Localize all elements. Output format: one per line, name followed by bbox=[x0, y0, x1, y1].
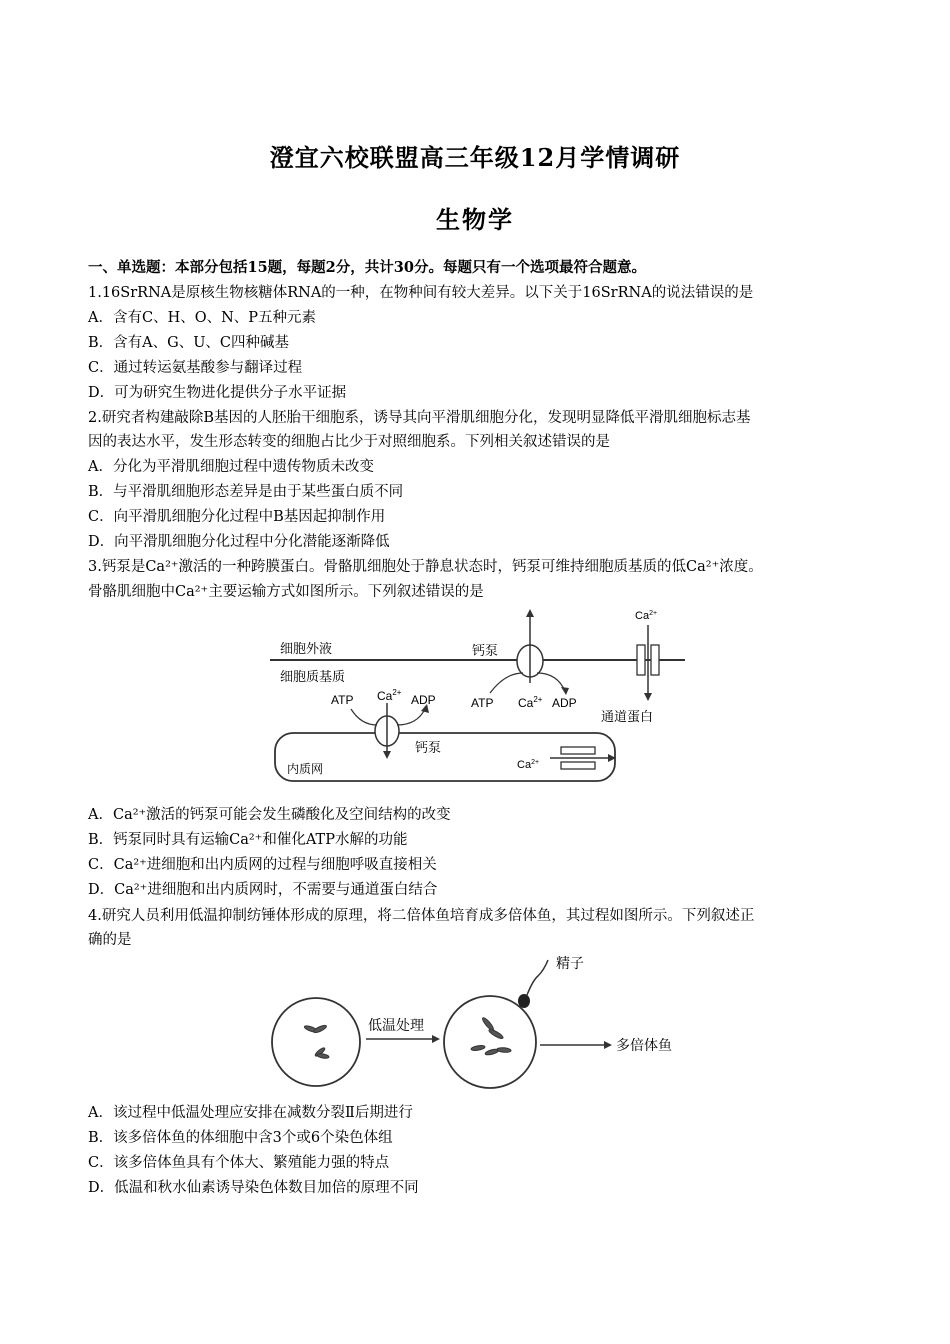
q2-option-a: A．分化为平滑肌细胞过程中遗传物质未改变 bbox=[88, 459, 374, 475]
channel-in-arrowhead bbox=[644, 693, 652, 701]
endoplasmic-reticulum bbox=[275, 733, 615, 781]
er-ca-label: $Ca^{2+}$ bbox=[377, 688, 402, 703]
q4-option-c: C．该多倍体鱼具有个体大、繁殖能力强的特点 bbox=[88, 1155, 390, 1171]
polyploid-fish-diagram bbox=[268, 950, 708, 1095]
er-pump-label: 钙泵 bbox=[415, 740, 442, 755]
exam-title: 澄宜六校联盟高三年级12月学情调研 bbox=[269, 143, 681, 172]
er-channel-top bbox=[561, 747, 595, 754]
q4-option-d: D．低温和秋水仙素诱导染色体数目加倍的原理不同 bbox=[88, 1180, 419, 1196]
membrane-atp-label: ATP bbox=[471, 696, 494, 710]
q1-option-c: C．通过转运氨基酸参与翻译过程 bbox=[88, 360, 303, 376]
extracellular-label: 细胞外液 bbox=[280, 641, 333, 656]
q2-option-d: D．向平滑肌细胞分化过程中分化潜能逐渐降低 bbox=[88, 534, 390, 550]
q2-stem-line1: 2.研究者构建敲除B基因的人胚胎干细胞系，诱导其向平滑肌细胞分化，发现明显降低平滑肌细胞标志基 bbox=[88, 410, 751, 426]
q3-stem-line1: 3.钙泵是Ca²⁺激活的一种跨膜蛋白。骨骼肌细胞处于静息状态时，钙泵可维持细胞质基质的低Ca²⁺浓度。 bbox=[88, 559, 763, 575]
channel-left-wall bbox=[637, 645, 645, 675]
q4-option-a: A．该过程中低温处理应安排在减数分裂Ⅱ后期进行 bbox=[88, 1105, 413, 1121]
section-heading: 一、单选题：本部分包括15题，每题2分，共计30分。每题只有一个选项最符合题意。 bbox=[88, 259, 646, 276]
q3-option-b: B．钙泵同时具有运输Ca²⁺和催化ATP水解的功能 bbox=[88, 832, 408, 848]
q3-stem-line2: 骨骼肌细胞中Ca²⁺主要运输方式如图所示。下列叙述错误的是 bbox=[88, 584, 484, 600]
low-temp-arrowhead bbox=[432, 1035, 440, 1043]
q1-stem: 1.16SrRNA是原核生物核糖体RNA的一种，在物种间有较大差异。以下关于16SrRNA的说法错误的是 bbox=[88, 285, 754, 301]
q2-option-c: C．向平滑肌细胞分化过程中B基因起抑制作用 bbox=[88, 509, 386, 525]
membrane-adp-arrowhead bbox=[561, 687, 569, 695]
subject-title: 生物学 bbox=[436, 205, 514, 234]
q4-option-b: B．该多倍体鱼的体细胞中含3个或6个染色体组 bbox=[88, 1130, 393, 1146]
channel-ca-label: $Ca^{2+}$ bbox=[635, 610, 658, 622]
er-adp-label: ADP bbox=[411, 693, 436, 707]
er-label: 内质网 bbox=[287, 762, 324, 776]
er-atp-curve bbox=[351, 709, 377, 725]
q1-option-d: D．可为研究生物进化提供分子水平证据 bbox=[88, 385, 347, 401]
q3-option-a: A．Ca²⁺激活的钙泵可能会发生磷酸化及空间结构的改变 bbox=[88, 807, 451, 823]
q4-stem-line2: 确的是 bbox=[88, 932, 132, 948]
pump-out-arrowhead bbox=[526, 609, 534, 617]
calcium-transport-diagram bbox=[265, 603, 700, 788]
membrane-adp-label: ADP bbox=[552, 696, 577, 710]
sperm-head bbox=[518, 994, 530, 1008]
channel-right-wall bbox=[651, 645, 659, 675]
diploid-cell bbox=[272, 998, 360, 1086]
low-temp-label: 低温处理 bbox=[368, 1017, 424, 1033]
er-adp-curve bbox=[397, 709, 425, 725]
q2-stem-line2: 因的表达水平，发生形态转变的细胞占比少于对照细胞系。下列相关叙述错误的是 bbox=[88, 434, 610, 450]
er-channel-bottom bbox=[561, 762, 595, 769]
membrane-adp-curve bbox=[537, 673, 565, 691]
polyploid-label: 多倍体鱼 bbox=[616, 1037, 672, 1053]
sperm-label: 精子 bbox=[556, 955, 584, 971]
q1-option-b: B．含有A、G、U、C四种碱基 bbox=[88, 335, 290, 351]
membrane-pump-label: 钙泵 bbox=[472, 643, 499, 658]
q1-option-a: A．含有C、H、O、N、P五种元素 bbox=[88, 310, 317, 326]
channel-protein-label: 通道蛋白 bbox=[601, 709, 654, 724]
q4-stem-line1: 4.研究人员利用低温抑制纺锤体形成的原理，将二倍体鱼培育成多倍体鱼，其过程如图所示。下列叙述正 bbox=[88, 908, 755, 924]
q3-option-c: C．Ca²⁺进细胞和出内质网的过程与细胞呼吸直接相关 bbox=[88, 857, 437, 873]
membrane-ca-label: $Ca^{2+}$ bbox=[518, 695, 543, 710]
result-arrowhead bbox=[604, 1041, 612, 1049]
er-atp-label: ATP bbox=[331, 693, 354, 707]
er-channel-ca-label: $Ca^{2+}$ bbox=[517, 759, 540, 771]
egg-cell bbox=[444, 996, 536, 1088]
cytoplasm-label: 细胞质基质 bbox=[280, 669, 346, 684]
membrane-atp-curve bbox=[490, 673, 523, 693]
q2-option-b: B．与平滑肌细胞形态差异是由于某些蛋白质不同 bbox=[88, 484, 404, 500]
q3-option-d: D．Ca²⁺进细胞和出内质网时，不需要与通道蛋白结合 bbox=[88, 882, 438, 898]
sperm-tail bbox=[527, 960, 548, 995]
